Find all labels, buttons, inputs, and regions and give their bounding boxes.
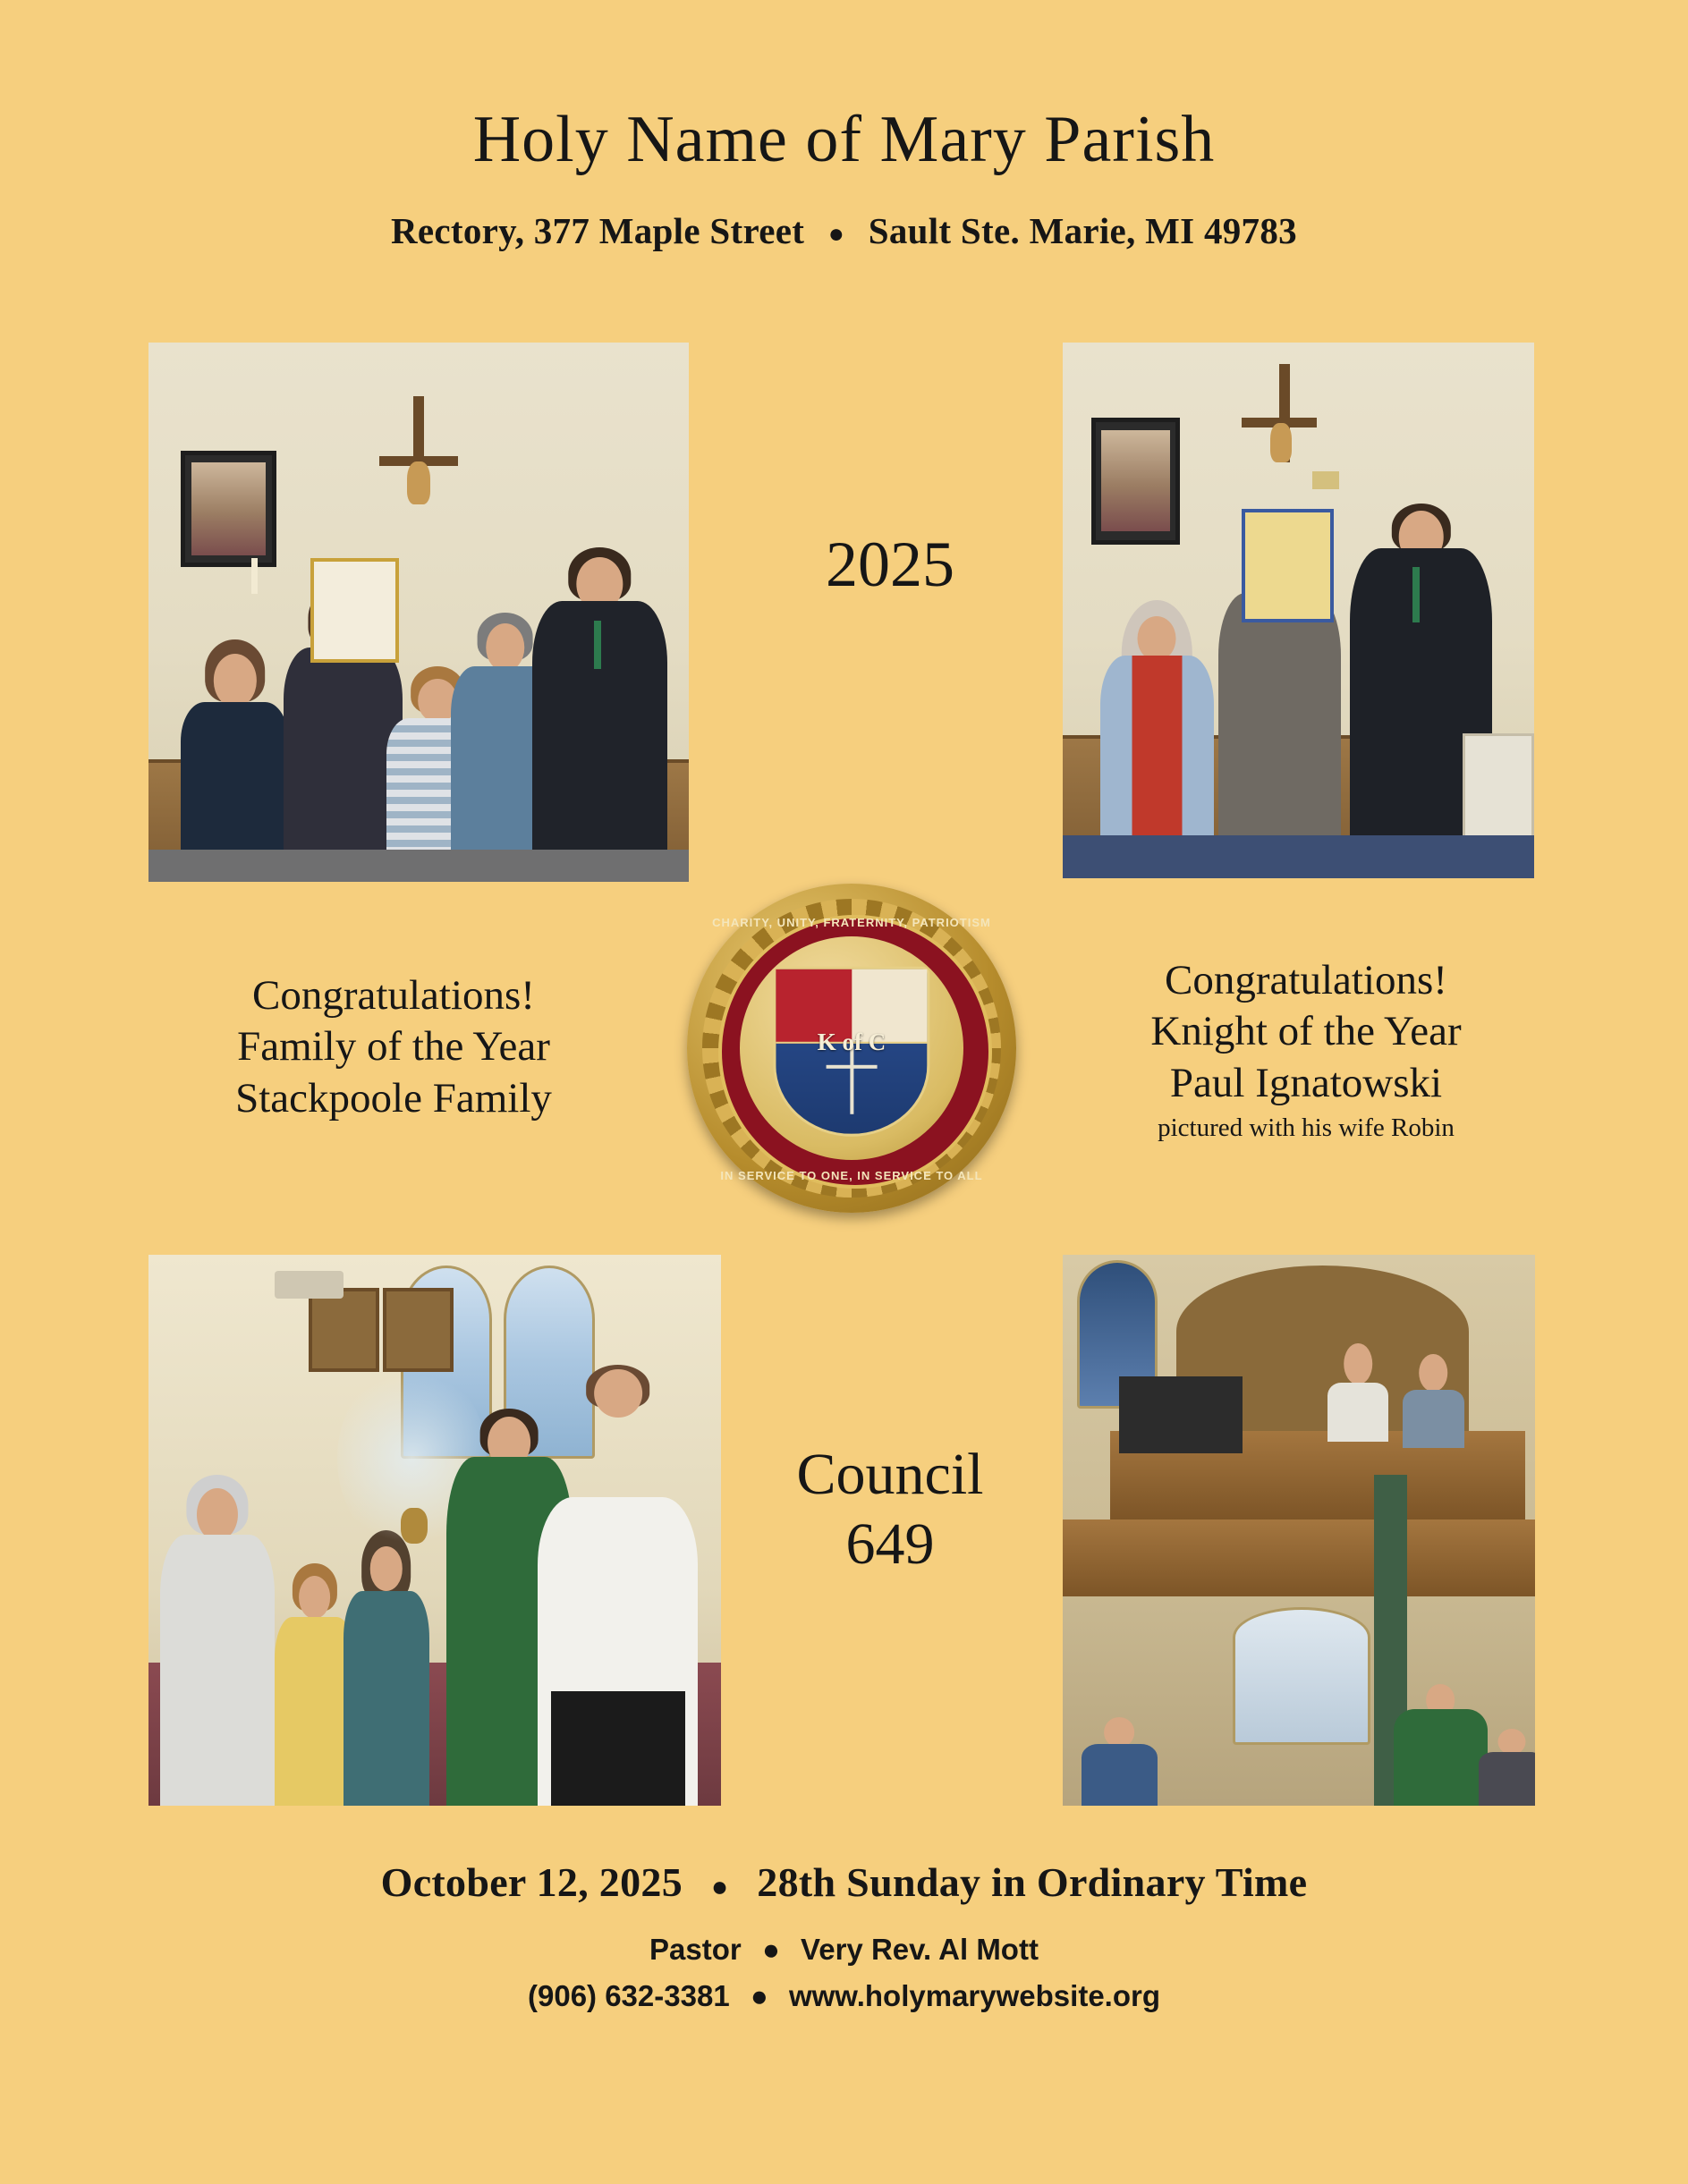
photo-choir-content (1063, 1255, 1535, 1806)
bishop-portrait-frame (1091, 418, 1181, 545)
council-word: Council (796, 1442, 984, 1507)
head (1138, 616, 1176, 661)
wood-paneling (1063, 1519, 1535, 1596)
person-in-loft (1327, 1343, 1389, 1443)
head (486, 623, 524, 672)
bishop-portrait-image (191, 462, 266, 555)
person-congregant (1479, 1729, 1535, 1806)
head (213, 654, 256, 707)
photo-family-content (148, 343, 689, 882)
organ-console (1119, 1376, 1242, 1453)
photo-incense-content (148, 1255, 721, 1806)
liturgical-day: 28th Sunday in Ordinary Time (757, 1859, 1308, 1905)
council-label (725, 1440, 1056, 1579)
photo-incensing-congregation (148, 1255, 721, 1806)
certificate-family-of-the-year (310, 558, 399, 663)
footer-separator-dot: ● (710, 1869, 729, 1902)
caption-line-3: Paul Ignatowski (1169, 1059, 1443, 1106)
torso (344, 1591, 429, 1806)
head (299, 1576, 331, 1620)
ceiling-fan-icon (275, 1271, 344, 1299)
caption-line-3: Stackpoole Family (235, 1074, 552, 1122)
council-medal-ribbon (1412, 567, 1420, 622)
bishop-portrait-image (1101, 430, 1170, 531)
footer-date-line (0, 1858, 1688, 1906)
torso (1403, 1390, 1464, 1448)
blue-carpet (1063, 835, 1534, 878)
stations-of-the-cross-plaque (383, 1288, 453, 1372)
wall-switch (1312, 471, 1339, 489)
bulletin-date: October 12, 2025 (380, 1859, 683, 1905)
person-altar-server (538, 1365, 698, 1806)
phone-number[interactable]: (906) 632-3381 (528, 1979, 730, 2012)
footer-pastor-line (0, 1933, 1688, 1967)
footer (0, 1858, 1688, 2013)
knights-of-columbus-emblem (687, 884, 1016, 1213)
caption-line-2: Family of the Year (237, 1023, 550, 1071)
rectory-address: Rectory, 377 Maple Street (391, 209, 805, 251)
candle (251, 558, 258, 594)
caption-line-2: Knight of the Year (1150, 1008, 1462, 1055)
photo-family-of-the-year (148, 343, 689, 882)
crucifix-corpus (407, 461, 430, 504)
person-girl (181, 639, 289, 882)
head (1344, 1343, 1372, 1385)
pastor-separator-dot: ● (761, 1933, 780, 1966)
council-medal-ribbon (594, 621, 601, 669)
council-number: 649 (845, 1511, 935, 1577)
head (1497, 1729, 1525, 1755)
masthead (0, 103, 1688, 252)
photo-choir-loft (1063, 1255, 1535, 1806)
torso (1327, 1383, 1389, 1443)
framed-award-knight-of-the-year (1242, 509, 1334, 623)
caption-line-1: Congratulations! (1165, 957, 1447, 1003)
parish-address (0, 209, 1688, 252)
emblem-top-motto: CHARITY, UNITY, FRATERNITY, PATRIOTISM (712, 916, 991, 929)
person-priest-green-vestment (1394, 1684, 1489, 1806)
contact-separator-dot: ● (750, 1979, 768, 2012)
torso (284, 648, 403, 882)
head (197, 1488, 238, 1541)
caption-line-1: Congratulations! (252, 972, 535, 1019)
black-cassock (551, 1691, 686, 1806)
footer-contact-line (0, 1979, 1688, 2013)
photo-knight-content (1063, 343, 1534, 878)
head (1420, 1354, 1448, 1392)
emblem-bottom-motto: IN SERVICE TO ONE, IN SERVICE TO ALL (720, 1169, 983, 1182)
bishop-portrait-frame (181, 451, 276, 568)
thurible-censer (401, 1508, 428, 1544)
head (594, 1369, 642, 1418)
page-title: Holy Name of Mary Parish (472, 103, 1216, 176)
person-in-loft (1403, 1354, 1464, 1448)
person-congregant (1082, 1717, 1157, 1806)
torso (1082, 1744, 1157, 1806)
pastor-name: Very Rev. Al Mott (801, 1933, 1039, 1966)
year-label: 2025 (826, 529, 954, 600)
pastor-label: Pastor (649, 1933, 742, 1966)
caption-family-of-the-year (107, 970, 680, 1124)
clear-window-lower (1233, 1607, 1370, 1745)
head (1104, 1717, 1134, 1748)
torso (1479, 1752, 1535, 1806)
person-priest (532, 547, 667, 882)
caption-subtext: pictured with his wife Robin (1158, 1113, 1455, 1142)
person-man-standing (160, 1475, 275, 1806)
emblem-center-text: K of C (817, 1028, 886, 1055)
photo-knight-of-the-year (1063, 343, 1534, 878)
person-girl-teal (344, 1530, 429, 1806)
crucifix-corpus (1270, 423, 1292, 462)
anchor-icon (826, 1065, 878, 1069)
torso (160, 1535, 275, 1806)
city-state-zip: Sault Ste. Marie, MI 49783 (868, 209, 1297, 251)
floor (148, 850, 689, 882)
green-chasuble (1394, 1709, 1489, 1806)
website-url[interactable]: www.holymarywebsite.org (788, 1979, 1160, 2012)
caption-knight-of-the-year (1020, 955, 1592, 1144)
address-separator-dot: ● (827, 219, 845, 250)
stations-of-the-cross-plaque (309, 1288, 378, 1372)
